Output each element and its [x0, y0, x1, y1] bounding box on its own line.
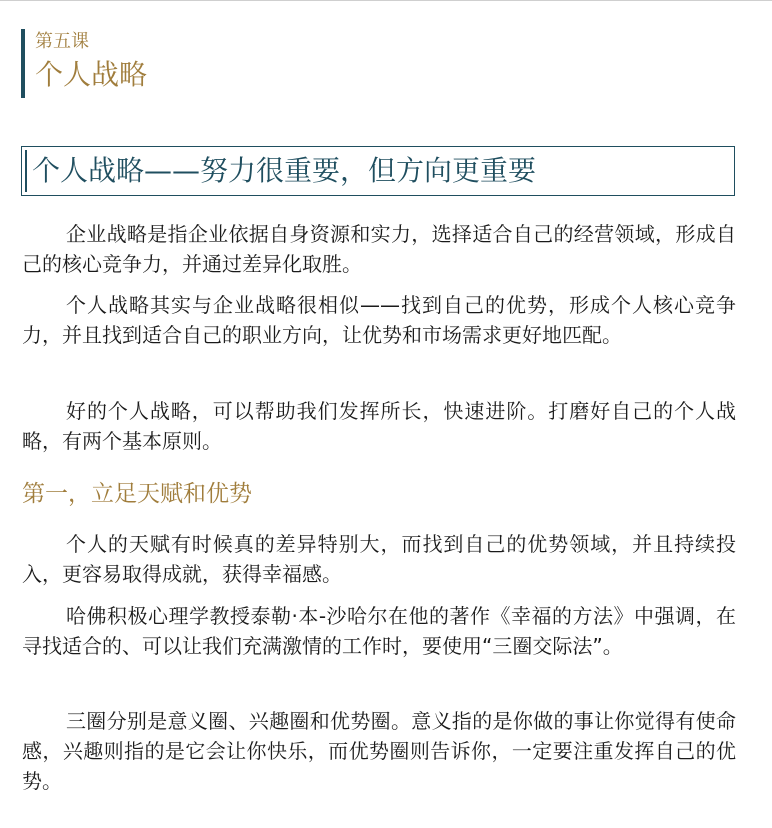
lesson-number: 第五课: [35, 31, 89, 52]
principle-one-heading: 第一，立足天赋和优势: [22, 481, 252, 507]
body-paragraph-2: 个人战略其实与企业战略很相似——找到自己的优势，形成个人核心竞争力，并且找到适合自己的职业方向，让优势和市场需求更好地匹配。: [22, 293, 736, 347]
section-title: 个人战略——努力很重要，但方向更重要: [32, 154, 537, 187]
principle-one-paragraph-1: 个人的天赋有时候真的差异特别大，而找到自己的优势领域，并且持续投入，更容易取得成就，获得幸福感。: [22, 532, 736, 586]
body-paragraph-1: 企业战略是指企业依据自身资源和实力，选择适合自己的经营领域，形成自己的核心竞争力，并通过差异化取胜。: [22, 222, 736, 276]
body-paragraph-3: 好的个人战略，可以帮助我们发挥所长，快速进阶。打磨好自己的个人战略，有两个基本原则。: [22, 399, 736, 453]
lesson-title: 个人战略: [35, 58, 148, 91]
top-divider: [0, 0, 772, 1]
lesson-header: [21, 29, 147, 98]
section-title-box: [21, 146, 735, 196]
principle-one-paragraph-3: 三圈分别是意义圈、兴趣圈和优势圈。意义指的是你做的事让你觉得有使命感，兴趣则指的是它会让你快乐，而优势圈则告诉你，一定要注重发挥自己的优势。: [22, 709, 736, 793]
principle-one-paragraph-2: 哈佛积极心理学教授泰勒·本-沙哈尔在他的著作《幸福的方法》中强调，在寻找适合的、可以让我们充满激情的工作时，要使用“三圈交际法”。: [22, 604, 736, 658]
